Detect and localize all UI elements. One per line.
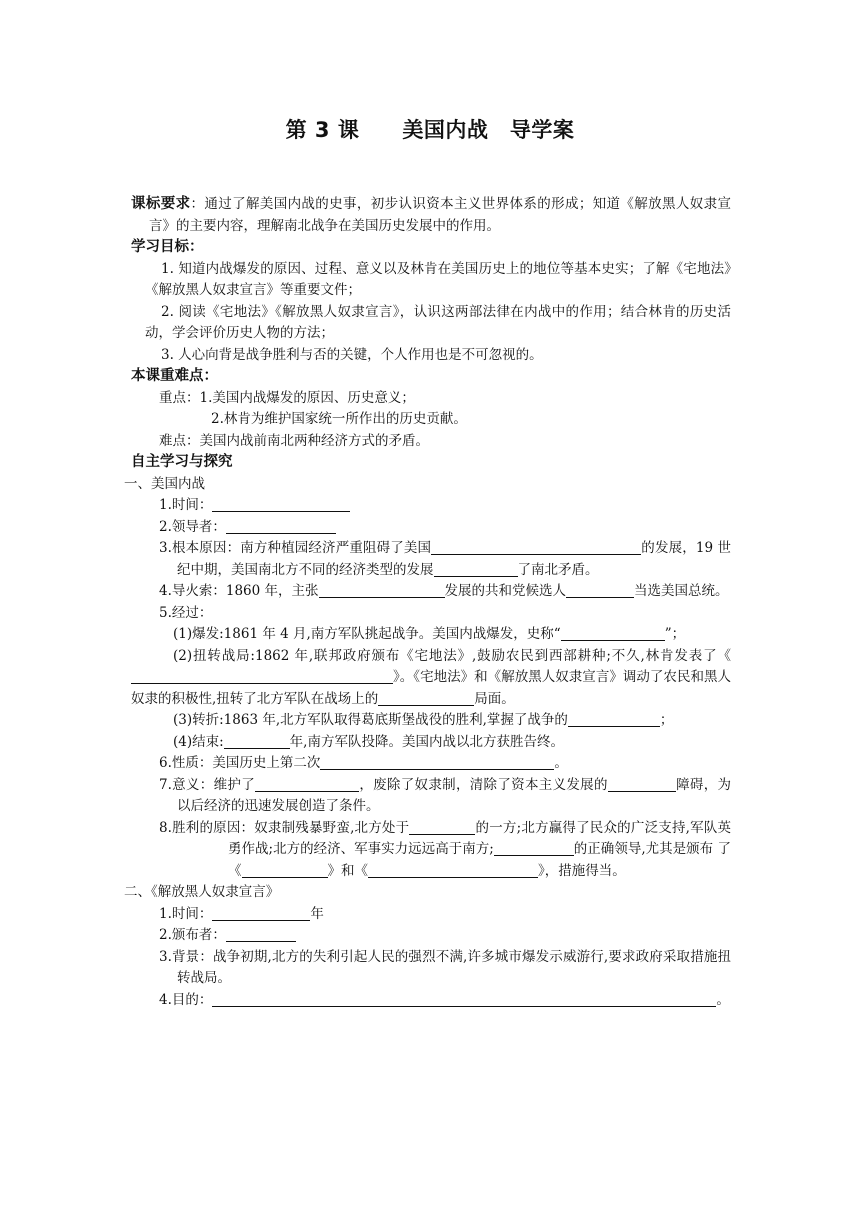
blank-line[interactable] bbox=[131, 668, 393, 684]
item-text: 。 bbox=[554, 755, 568, 771]
item-text: 》。《宅地法》和《解放黑人奴隶宣言》调动了农民和黑人奴隶的积极性,扭转了北方军队在战场上的 bbox=[131, 669, 731, 707]
item-1-5-3 bbox=[131, 710, 731, 732]
blank-line[interactable] bbox=[566, 582, 634, 598]
item-text: 1.时间： bbox=[159, 497, 213, 513]
blank-line[interactable] bbox=[568, 711, 660, 727]
keypoints-heading: 本课重难点： bbox=[131, 368, 218, 384]
blank-line[interactable] bbox=[212, 905, 310, 921]
key-label: 重点： bbox=[159, 389, 200, 406]
section-2-heading: 二、《解放黑人奴隶宣言》 bbox=[124, 884, 280, 900]
section-1-heading: 一、美国内战 bbox=[124, 475, 205, 492]
item-1-7-significance bbox=[131, 775, 731, 818]
item-text: ，废除了奴隶制，清除了资本主义发展的 bbox=[359, 776, 608, 793]
blank-line[interactable] bbox=[226, 926, 296, 942]
blank-line[interactable] bbox=[434, 561, 518, 577]
item-text: 年,南方军队投降。美国内战以北方获胜告终。 bbox=[289, 733, 564, 750]
item-text: 的正确领导,尤其是颁布 了《 bbox=[228, 841, 731, 879]
item-1-5-4 bbox=[131, 732, 731, 754]
blank-line[interactable] bbox=[378, 690, 474, 706]
difficult-point bbox=[131, 431, 731, 453]
key-point-2: 2.林肯为维护国家统一所作出的历史贡献。 bbox=[211, 411, 467, 427]
blank-line[interactable] bbox=[212, 496, 350, 512]
item-text: (1)爆发:1861 年 4 月,南方军队挑起战争。美国内战爆发，史称“ bbox=[173, 626, 561, 642]
study-heading: 自主学习与探究 bbox=[131, 454, 233, 470]
item-text: ； bbox=[659, 712, 674, 728]
item-2-2-issuer bbox=[131, 925, 731, 947]
item-text: 4.导火索：1860 年，主张 bbox=[159, 583, 319, 599]
objective-item-1: 1. 知道内战爆发的原因、过程、意义以及林肯在美国历史上的地位等基本史实；了解《宅地法》《解放黑人奴隶宣言》等重要文件； bbox=[145, 260, 731, 298]
standards-paragraph bbox=[131, 194, 731, 237]
item-text: 了南北矛盾。 bbox=[517, 561, 599, 578]
blank-line[interactable] bbox=[368, 862, 538, 878]
standards-text: ：通过了解美国内战的史事，初步认识资本主义世界体系的形成；知道《解放黑人奴隶宣言》的主要内容，理解南北战争在美国历史发展中的作用。 bbox=[149, 196, 732, 234]
difficult-label: 难点： bbox=[159, 432, 200, 449]
blank-line[interactable] bbox=[212, 991, 716, 1007]
blank-line[interactable] bbox=[226, 518, 336, 534]
blank-line[interactable] bbox=[320, 754, 554, 770]
blank-line[interactable] bbox=[409, 819, 475, 835]
objective-item-3: 3. 人心向背是战争胜利与否的关键，个人作用也是不可忽视的。 bbox=[161, 346, 543, 363]
item-text: 》和《 bbox=[327, 862, 368, 879]
standards-label: 课标要求 bbox=[131, 196, 191, 212]
blank-line[interactable] bbox=[494, 840, 574, 856]
item-text: 年 bbox=[310, 905, 324, 922]
item-text: 2.颁布者： bbox=[159, 927, 226, 943]
blank-line[interactable] bbox=[255, 776, 359, 792]
item-text: 6.性质：美国历史上第二次 bbox=[159, 755, 321, 771]
item-2-1-time bbox=[131, 904, 731, 926]
difficult-text: 美国内战前南北两种经济方式的矛盾。 bbox=[199, 432, 429, 449]
item-1-1-time bbox=[131, 495, 731, 517]
item-text: 发展的共和党候选人 bbox=[444, 583, 567, 599]
blank-line[interactable] bbox=[561, 625, 665, 641]
item-1-5-1 bbox=[131, 624, 731, 646]
page-title: 第 3 课 美国内战 导学案 bbox=[285, 118, 575, 142]
item-1-6-nature bbox=[131, 753, 731, 775]
item-text: (2)扭转战局:1862 年,联邦政府颁布《宅地法》,鼓励农民到西部耕种;不久,林肯发表了《 bbox=[173, 647, 731, 664]
item-text: 1.时间： bbox=[159, 905, 213, 922]
item-text: 的发展，19 世纪中期，美国南北方不同的经济类型的发展 bbox=[177, 540, 731, 578]
blank-line[interactable] bbox=[608, 776, 676, 792]
item-text: 》，措施得当。 bbox=[538, 862, 626, 879]
blank-line[interactable] bbox=[242, 862, 328, 878]
item-text: 4.目的： bbox=[159, 991, 213, 1008]
item-1-8-reasons bbox=[131, 818, 731, 883]
document-body bbox=[124, 194, 732, 1011]
key-text-1: 1.美国内战爆发的原因、历史意义； bbox=[199, 389, 415, 406]
item-text: ”； bbox=[664, 626, 686, 642]
item-text: 7.意义：维护了 bbox=[159, 776, 256, 793]
item-1-5-process: 5.经过： bbox=[159, 604, 213, 621]
objective-item-2: 2. 阅读《宅地法》《解放黑人奴隶宣言》，认识这两部法律在内战中的作用；结合林肯的历史活动，学会评价历史人物的方法； bbox=[145, 303, 731, 341]
item-text: 3.根本原因：南方种植园经济严重阻碍了美国 bbox=[159, 540, 432, 556]
item-text: 2.领导者： bbox=[159, 518, 226, 535]
item-1-4-trigger bbox=[131, 581, 731, 603]
blank-line[interactable] bbox=[224, 733, 290, 749]
item-text: 8.胜利的原因：奴隶制残暴野蛮,北方处于 bbox=[159, 819, 410, 836]
blank-line[interactable] bbox=[319, 582, 445, 598]
item-text: (4)结束: bbox=[173, 733, 224, 750]
item-1-3-cause bbox=[131, 538, 731, 581]
item-text: 。 bbox=[716, 991, 730, 1008]
item-text: 障碍，为以后经济的迅速发展创造了条件。 bbox=[177, 776, 732, 814]
item-2-4-purpose bbox=[131, 990, 731, 1012]
item-text: (3)转折:1863 年,北方军队取得葛底斯堡战役的胜利,掌握了战争的 bbox=[173, 712, 568, 728]
item-2-3-background: 3.背景：战争初期,北方的失利引起人民的强烈不满,许多城市爆发示威游行,要求政府采取措施扭转战局。 bbox=[159, 948, 731, 986]
key-point-1 bbox=[131, 388, 731, 410]
item-text: 局面。 bbox=[474, 690, 515, 707]
item-text: 的一方;北方赢得了民众的广泛支持,军队英勇作战;北方的经济、军事实力远远高于南方; bbox=[228, 819, 732, 857]
objectives-heading: 学习目标： bbox=[131, 239, 204, 255]
item-1-5-2 bbox=[131, 646, 731, 711]
item-1-2-leader bbox=[131, 517, 731, 539]
item-text: 当选美国总统。 bbox=[634, 583, 729, 599]
blank-line[interactable] bbox=[431, 539, 641, 555]
